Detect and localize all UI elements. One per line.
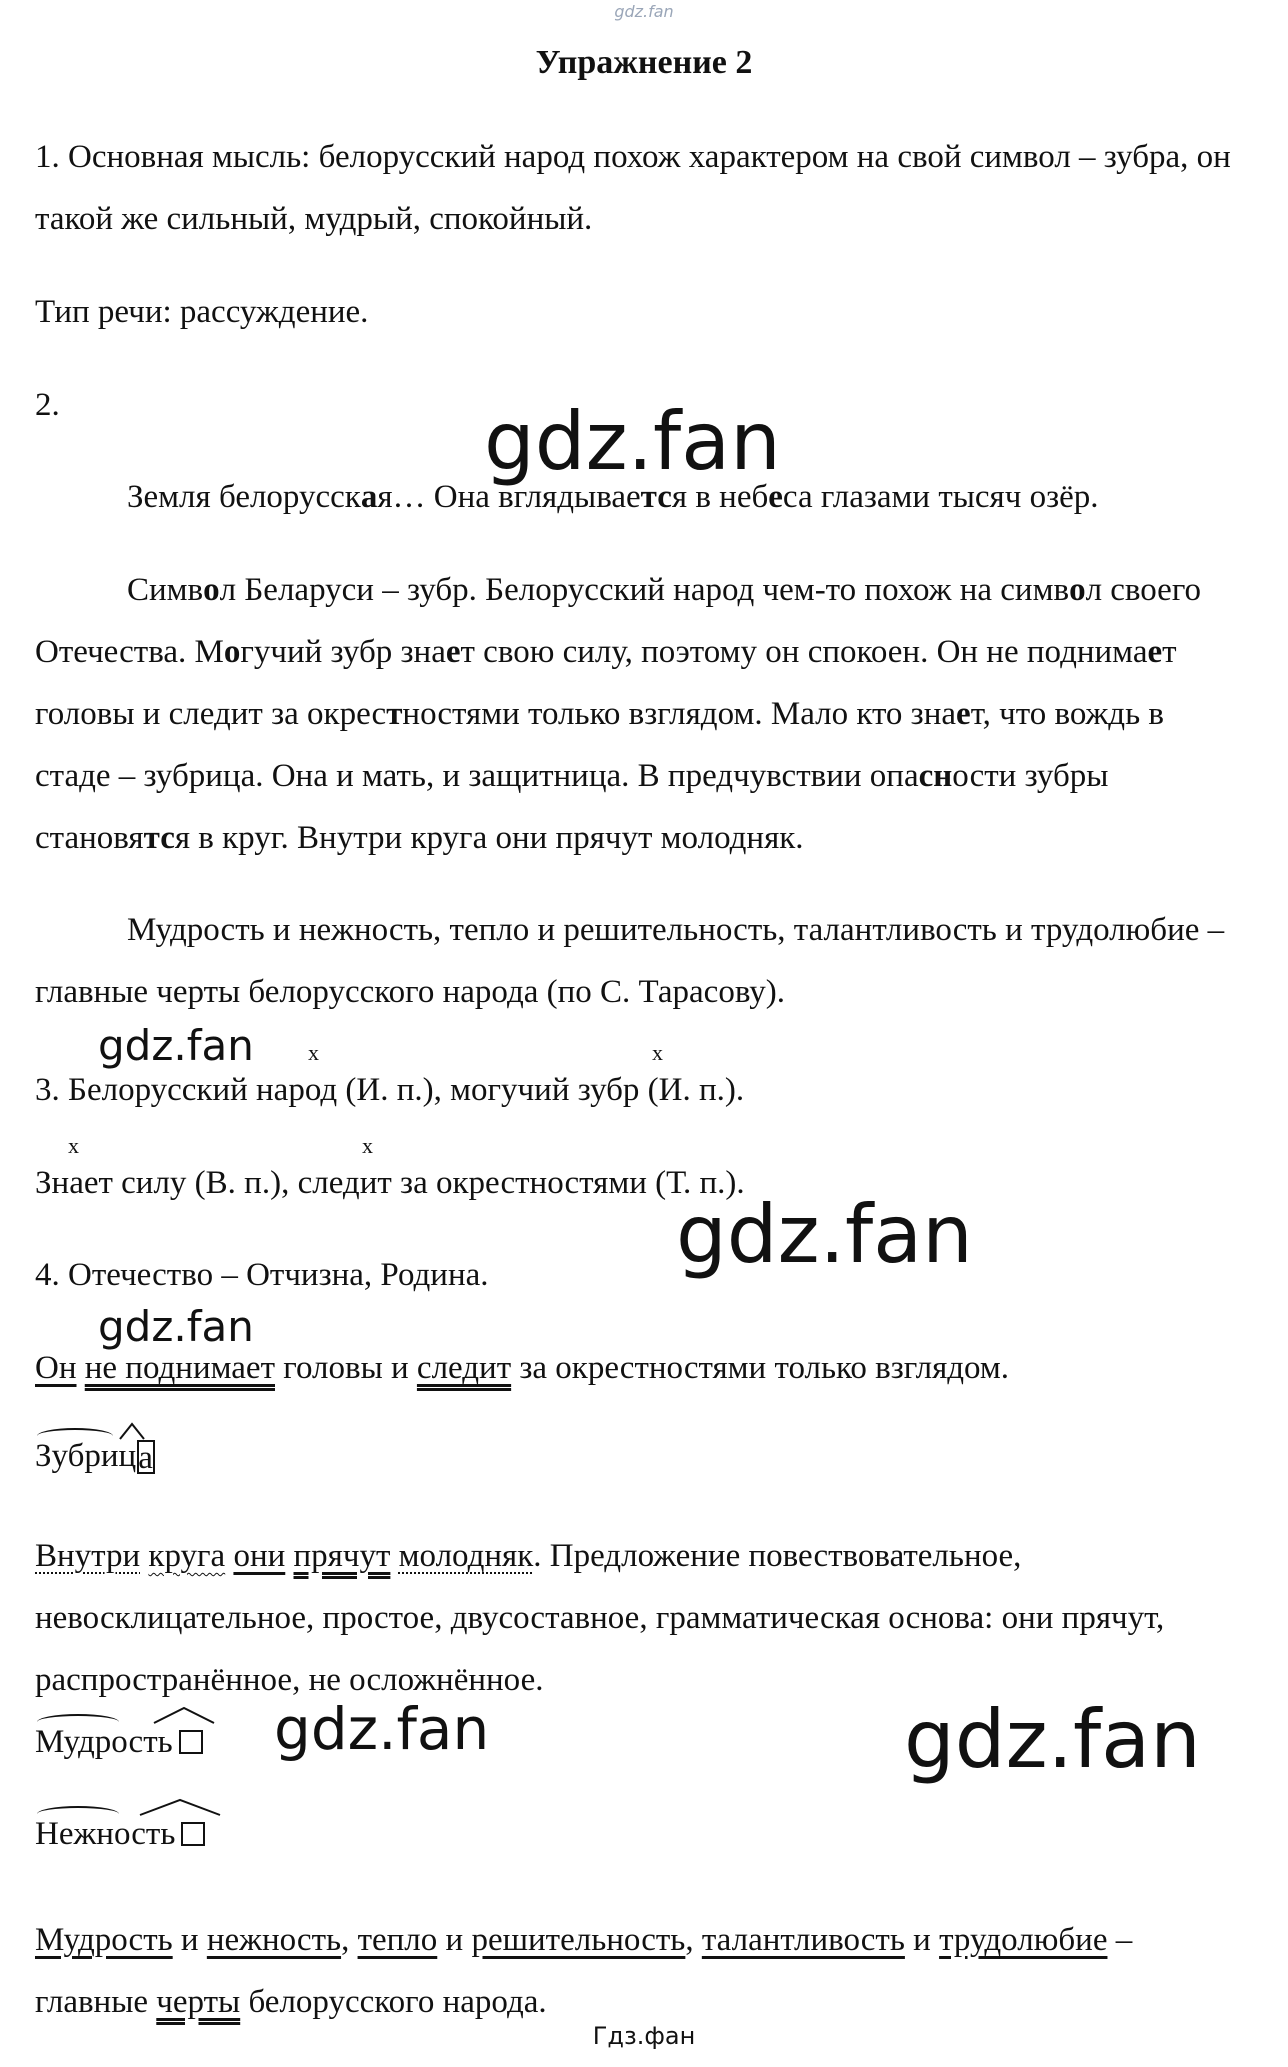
text-paragraph-3: Мудрость и нежность, тепло и решительность, талантливость и трудолюбие – главные черты белорусского народа (по С. Тарасову).: [35, 912, 1225, 1010]
watermark: gdz.fan: [904, 1693, 1201, 1786]
synonyms-line: 4. Отечество – Отчизна, Родина.: [35, 1257, 489, 1293]
page-title: Упражнение 2: [535, 44, 753, 81]
x-mark: x: [652, 1040, 663, 1065]
x-mark: x: [362, 1133, 373, 1158]
parsed-sentence: Он не поднимает головы и следит за окрестностями только взглядом.: [35, 1350, 1010, 1386]
homogeneous-sentence: Мудрость и нежность, тепло и решительность, талантливость и трудолюбие – главные черты белорусского народа.: [35, 1922, 1133, 2020]
morpheme-word-mudrost: Мудрость: [35, 1722, 203, 1762]
top-watermark: gdz.fan: [614, 2, 674, 21]
watermark: gdz.fan: [484, 395, 781, 488]
root-mark: [37, 1428, 113, 1444]
watermark: gdz.fan: [98, 1302, 254, 1351]
section-2-number: 2.: [35, 387, 60, 423]
null-ending-box: [179, 1730, 203, 1754]
phrases-line-2: Знает силу (В. п.), следит за окрестностями (Т. п.).: [35, 1165, 745, 1201]
text-paragraph-1: Земля белорусская… Она вглядывается в небеса глазами тысяч озёр.: [127, 479, 1099, 515]
root-mark: [37, 1714, 119, 1730]
morpheme-word-zubrica: Зубрица: [35, 1436, 155, 1476]
suffix-mark: [139, 1798, 221, 1816]
suffix-mark: [153, 1706, 215, 1724]
watermark: gdz.fan: [274, 1695, 490, 1763]
ending-box: а: [137, 1440, 155, 1474]
speech-type-text: Тип речи: рассуждение.: [35, 294, 369, 330]
root-mark: [37, 1806, 119, 1822]
suffix-mark: [119, 1422, 145, 1440]
text-paragraph-2: Символ Беларуси – зубр. Белорусский народ чем-то похож на символ своего Отечества. Могучий зубр знает свою силу, поэтому он спокоен. Он не поднимает головы и следит за окрестностями только взглядом. Мало кто знает, что вождь в стаде – зубрица. Она и мать, и защитница. В предчувствии опасности зубры становятся в круг. Внутри круга они прячут молодняк.: [35, 572, 1202, 856]
footer-text: Гдз.фан: [592, 2022, 696, 2050]
null-ending-box: [181, 1822, 205, 1846]
watermark: gdz.fan: [98, 1021, 254, 1070]
main-idea-text: 1. Основная мысль: белорусский народ похож характером на свой символ – зубра, он такой же сильный, мудрый, спокойный.: [35, 139, 1231, 237]
morpheme-word-nezhnost: Нежность: [35, 1814, 205, 1854]
x-mark: x: [68, 1133, 79, 1158]
x-mark: x: [308, 1040, 319, 1065]
watermark: gdz.fan: [676, 1188, 973, 1281]
sentence-analysis: Внутри круга они прячут молодняк. Предложение повествовательное, невосклицательное, простое, двусоставное, грамматическая основа: они прячут, распространённое, не осложнённое.: [35, 1538, 1165, 1698]
phrases-line-1: 3. Белорусский народ (И. п.), могучий зубр (И. п.).: [35, 1072, 745, 1108]
